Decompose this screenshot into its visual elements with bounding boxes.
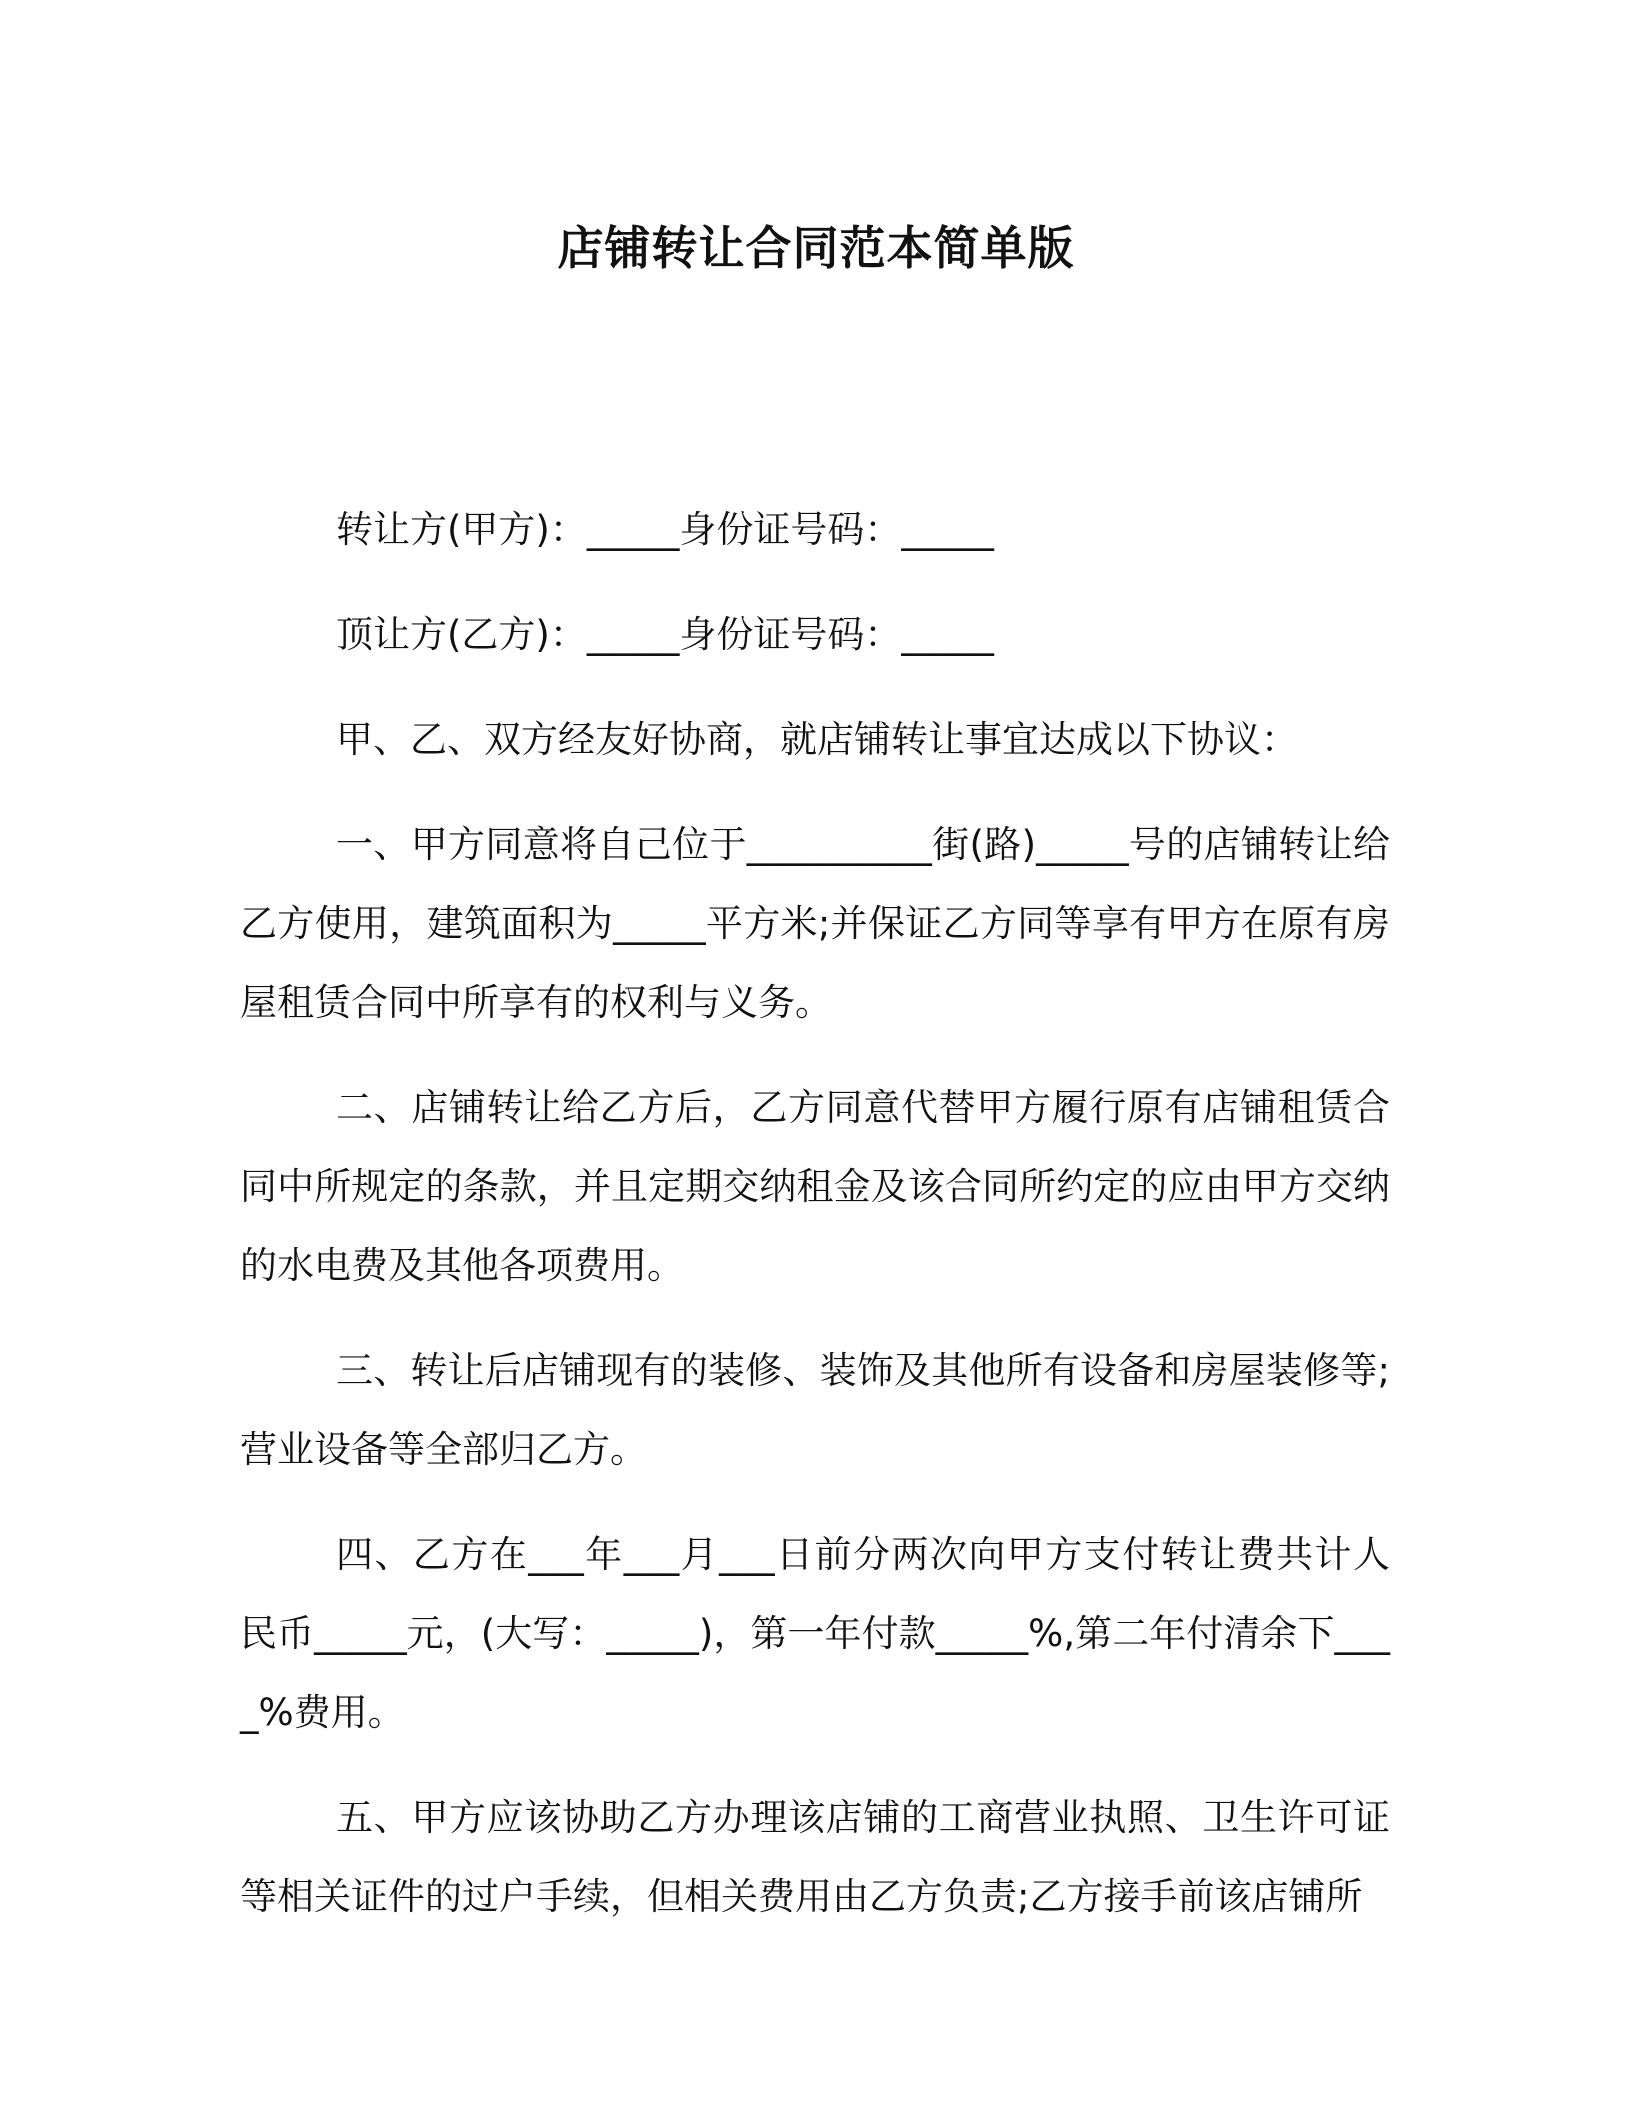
paragraph-clause-3: 三、转让后店铺现有的装修、装饰及其他所有设备和房屋装修等;营业设备等全部归乙方。 [240,1349,1390,1471]
document-body [240,490,1390,1962]
document-title: 店铺转让合同范本简单版 [557,221,1075,275]
paragraph-clause-1: 一、甲方同意将自己位于__________街(路)_____号的店铺转让给乙方使用，建筑面积为_____平方米;并保证乙方同等享有甲方在原有房屋租赁合同中所享有的权利与义务。 [240,823,1390,1024]
paragraph-clause-5: 五、甲方应该协助乙方办理该店铺的工商营业执照、卫生许可证等相关证件的过户手续，但相关费用由乙方负责;乙方接手前该店铺所 [240,1796,1390,1918]
paragraph-clause-4: 四、乙方在___年___月___日前分两次向甲方支付转让费共计人民币_____元，(大写：_____)，第一年付款_____%,第二年付清余下____%费用。 [240,1533,1390,1734]
paragraph-intro: 甲、乙、双方经友好协商，就店铺转让事宜达成以下协议： [336,718,1298,761]
paragraph-party-a: 转让方(甲方)：_____身份证号码：_____ [336,508,994,551]
paragraph-clause-2: 二、店铺转让给乙方后，乙方同意代替甲方履行原有店铺租赁合同中所规定的条款，并且定期交纳租金及该合同所约定的应由甲方交纳的水电费及其他各项费用。 [240,1086,1390,1287]
paragraph-party-b: 顶让方(乙方)：_____身份证号码：_____ [336,613,994,656]
